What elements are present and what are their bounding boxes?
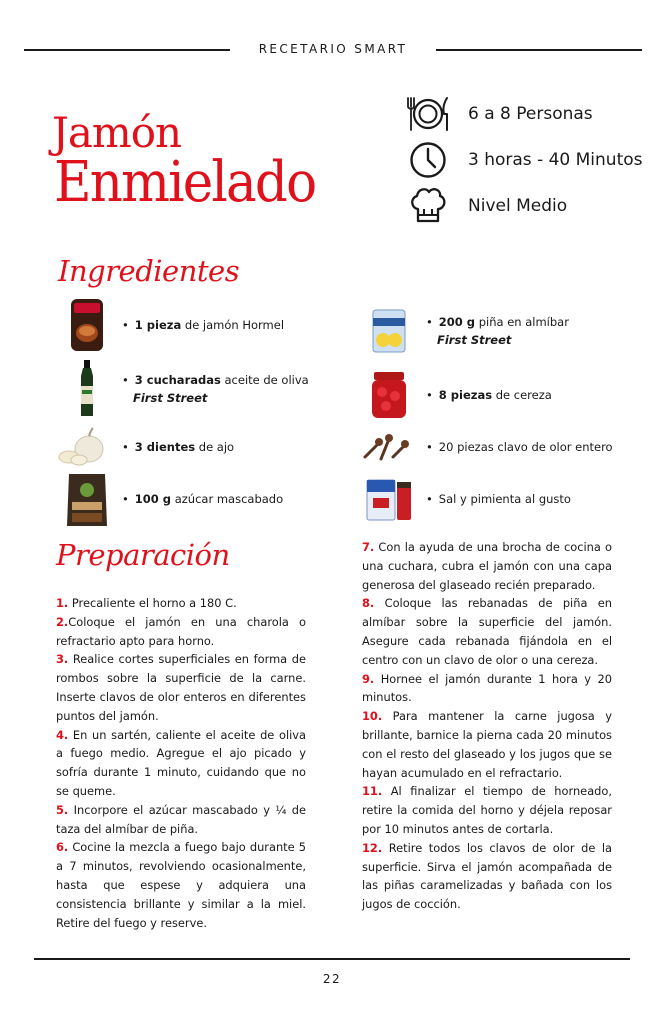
servings-row <box>404 92 593 136</box>
preparation-column-right <box>362 538 612 914</box>
preparation-column-left <box>56 594 306 932</box>
ingredient-item: • 1 pieza de jamón Hormel <box>58 296 284 354</box>
step-5: 5. Incorpore el azúcar mascabado y ¼ de taza del almíbar de piña. <box>56 802 306 836</box>
ingredient-brand: First Street <box>133 391 208 405</box>
ingredient-name: Sal y pimienta al gusto <box>438 492 571 506</box>
chef-hat-icon <box>404 184 452 228</box>
ingredient-amount: 3 cucharadas <box>134 373 221 387</box>
garlic-image <box>52 418 110 476</box>
step-9: 9. Hornee el jamón durante 1 hora y 20 minutos. <box>362 671 612 705</box>
level-row <box>404 184 567 228</box>
ingredient-item: • 20 piezas clavo de olor entero <box>356 418 613 476</box>
ingredient-name: de ajo <box>195 440 235 454</box>
servings-text: 6 a 8 Personas <box>468 104 593 124</box>
page-number: 22 <box>322 972 342 986</box>
level-text: Nivel Medio <box>468 196 568 216</box>
ingredient-amount: 3 dientes <box>134 440 196 454</box>
ingredient-item: • 3 cucharadas aceite de oliva First Street <box>58 360 309 418</box>
ingredient-amount: 200 g <box>438 315 476 329</box>
footer-rule <box>34 958 630 960</box>
clock-icon <box>404 138 452 182</box>
ingredients-heading: Ingredientes <box>58 254 240 288</box>
book-title: RECETARIO SMART <box>258 42 408 56</box>
cloves-image <box>356 418 414 476</box>
plate-icon <box>404 92 452 136</box>
pineapple-can-image <box>360 302 418 360</box>
step-4: 4. En un sartén, caliente el aceite de oliva a fuego medio. Agregue el ajo picado y sofría durante 1 minuto, cuidando que no se queme. <box>56 727 306 798</box>
header-rule-left <box>24 49 230 51</box>
recipe-title-line1: Jamón <box>52 108 182 157</box>
ingredient-name: de jamón Hormel <box>181 318 285 332</box>
step-7: 7. Con la ayuda de una brocha de cocina o una cuchara, cubra el jamón con una capa generosa del glaseado recién preparado. <box>362 540 612 592</box>
olive-oil-bottle-image <box>58 360 116 418</box>
ingredient-brand: First Street <box>437 333 512 347</box>
ingredient-item: • Sal y pimienta al gusto <box>360 470 571 528</box>
step-10: 10. Para mantener la carne jugosa y brillante, barnice la pierna cada 20 minutos con el resto del glaseado y los jugos que se hayan acumulado en el refractario. <box>362 709 612 780</box>
ingredient-item: • 100 g azúcar mascabado <box>58 470 283 528</box>
ingredient-item: • 8 piezas de cereza <box>360 366 552 424</box>
ham-can-image <box>58 296 116 354</box>
header-rule-right <box>436 49 642 51</box>
step-1: 1. Precaliente el horno a 180 C. <box>56 596 237 610</box>
ingredient-item: • 3 dientes de ajo <box>52 418 234 476</box>
cherries-jar-image <box>360 366 418 424</box>
ingredient-name: de cereza <box>492 388 552 402</box>
ingredient-name: 20 piezas clavo de olor entero <box>438 440 613 454</box>
step-8: 8. Coloque las rebanadas de piña en almíbar sobre la superficie del jamón. Asegure cada rebanada fijándola en el centro con un clavo de olor o una cereza. <box>362 596 612 667</box>
preparation-heading: Preparación <box>56 538 230 572</box>
ingredient-name: aceite de oliva <box>220 373 309 387</box>
ingredient-amount: 100 g <box>134 492 172 506</box>
salt-pepper-image <box>360 470 418 528</box>
time-row <box>404 138 643 182</box>
ingredient-item: • 200 g piña en almíbar First Street <box>360 302 569 360</box>
ingredient-name: piña en almíbar <box>475 315 569 329</box>
step-12: 12. Retire todos los clavos de olor de la superficie. Sirva el jamón acompañada de las piñas caramelizadas y bañada con los jugos de cocción. <box>362 840 612 912</box>
sugar-bag-image <box>58 470 116 528</box>
step-6: 6. Cocine la mezcla a fuego bajo durante 5 a 7 minutos, revolviendo ocasionalmente, hasta que espese y adquiera una consistencia brillante y similar a la miel. Retire del fuego y reserve. <box>56 840 306 930</box>
ingredient-amount: 8 piezas <box>438 388 493 402</box>
recipe-title-line2: Enmielado <box>54 150 316 215</box>
ingredient-amount: 1 pieza <box>134 318 182 332</box>
step-3: 3. Realice cortes superficiales en forma de rombos sobre la superficie de la carne. Inserte clavos de olor enteros en diferentes puntos del jamón. <box>56 652 306 723</box>
step-2: 2.Coloque el jamón en una charola o refractario apto para horno. <box>56 614 306 648</box>
step-11: 11. Al finalizar el tiempo de horneado, retire la comida del horno y déjela reposar por 10 minutos antes de cortarla. <box>362 784 612 836</box>
ingredient-name: azúcar mascabado <box>171 492 284 506</box>
time-text: 3 horas - 40 Minutos <box>468 150 643 170</box>
